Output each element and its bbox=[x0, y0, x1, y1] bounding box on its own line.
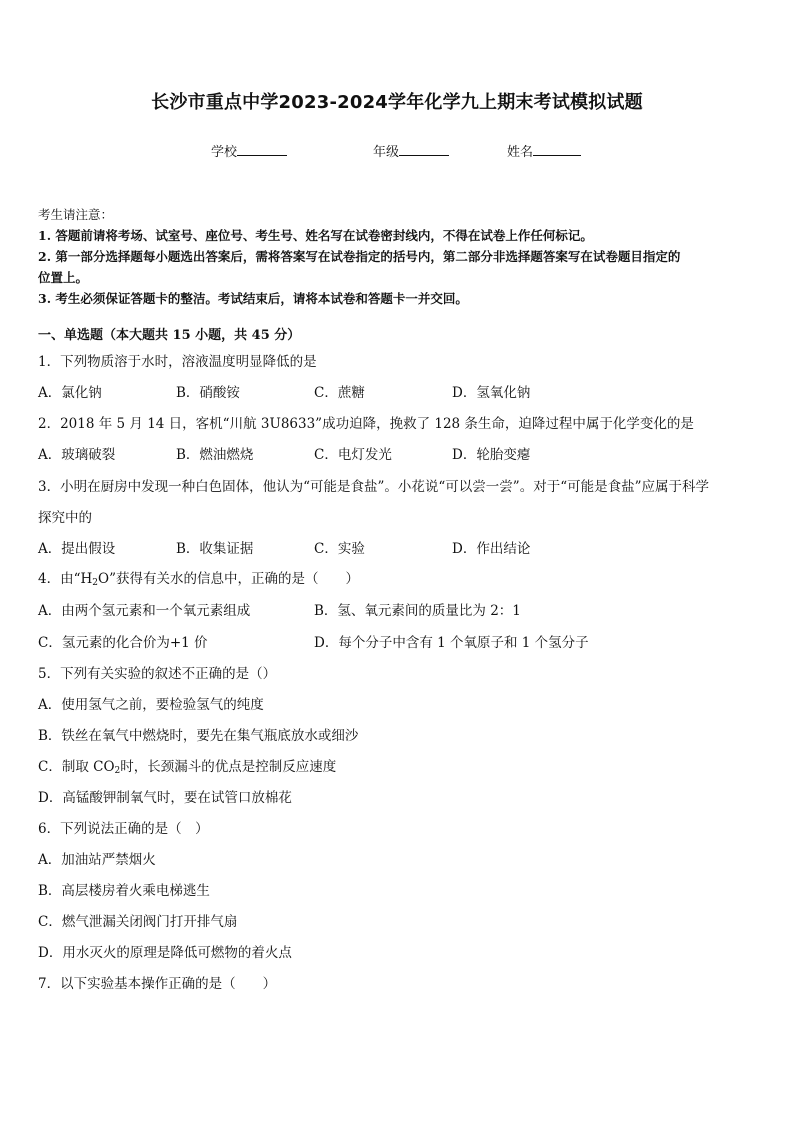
notice-item-3-text: 考生必须保证答题卡的整洁。考试结束后，请将本试卷和答题卡一并交回。 bbox=[55, 291, 468, 306]
question-5-option-d[interactable]: D．高锰酸钾制氧气时，要在试管口放棉花 bbox=[38, 790, 292, 806]
name-blank[interactable] bbox=[533, 141, 581, 156]
question-6-option-b[interactable]: B．高层楼房着火乘电梯逃生 bbox=[38, 883, 210, 899]
question-4-option-d[interactable]: D．每个分子中含有 1 个氧原子和 1 个氢分子 bbox=[314, 635, 589, 651]
question-6-option-c[interactable]: C．燃气泄漏关闭阀门打开排气扇 bbox=[38, 914, 238, 930]
question-4-option-b[interactable]: B．氢、氧元素间的质量比为 2：1 bbox=[314, 603, 521, 619]
grade-field bbox=[373, 141, 449, 160]
exam-title: 长沙市重点中学2023-2024学年化学九上期末考试模拟试题 bbox=[151, 92, 643, 113]
school-field bbox=[211, 141, 287, 160]
question-4-stem-part2: O”获得有关水的信息中，正确的是（ ） bbox=[98, 571, 359, 587]
question-1-option-a[interactable]: A．氯化钠 bbox=[38, 385, 102, 401]
section-heading: 一、单选题（本大题共 15 小题，共 45 分） bbox=[38, 328, 301, 343]
question-5-option-c-subscript: 2 bbox=[114, 766, 121, 776]
notice-item-2-continued: 位置上。 bbox=[38, 270, 89, 285]
question-5-option-c-part1: C．制取 CO bbox=[38, 759, 115, 775]
question-2-option-a[interactable]: A．玻璃破裂 bbox=[38, 447, 116, 463]
question-4-option-c[interactable]: C．氢元素的化合价为+1 价 bbox=[38, 635, 208, 651]
question-6-stem: 6．下列说法正确的是（ ） bbox=[38, 821, 209, 837]
question-1-option-c[interactable]: C．蔗糖 bbox=[314, 385, 365, 401]
grade-label: 年级 bbox=[373, 145, 400, 160]
question-7-stem: 7．以下实验基本操作正确的是（ ） bbox=[38, 976, 277, 992]
notice-item-1-number: 1. bbox=[38, 228, 56, 243]
question-2-option-c[interactable]: C．电灯发光 bbox=[314, 447, 392, 463]
notice-item-1-text: 答题前请将考场、试室号、座位号、考生号、姓名写在试卷密封线内，不得在试卷上作任何标记。 bbox=[55, 228, 593, 243]
notice-item-2-text: 第一部分选择题每小题选出答案后，需将答案写在试卷指定的括号内，第二部分非选择题答案写在试卷题目指定的 bbox=[55, 249, 681, 264]
question-6-option-d[interactable]: D．用水灭火的原理是降低可燃物的着火点 bbox=[38, 945, 292, 961]
question-3-option-d[interactable]: D．作出结论 bbox=[452, 541, 531, 557]
question-5-option-a[interactable]: A．使用氢气之前，要检验氢气的纯度 bbox=[38, 697, 264, 713]
question-6-option-a[interactable]: A．加油站严禁烟火 bbox=[38, 852, 156, 868]
question-3-option-b[interactable]: B．收集证据 bbox=[176, 541, 254, 557]
notice-heading: 考生请注意： bbox=[38, 207, 114, 222]
question-3-stem-continued: 探究中的 bbox=[38, 510, 92, 526]
question-2-option-b[interactable]: B．燃油燃烧 bbox=[176, 447, 254, 463]
school-label: 学校 bbox=[211, 145, 238, 160]
question-5-option-c-part2: 时，长颈漏斗的优点是控制反应速度 bbox=[120, 759, 337, 775]
question-4-stem-part1: 4．由“H bbox=[38, 571, 93, 587]
question-5-option-c[interactable] bbox=[38, 756, 336, 778]
student-info-row bbox=[0, 141, 794, 161]
question-3-option-a[interactable]: A．提出假设 bbox=[38, 541, 116, 557]
question-2-stem: 2．2018 年 5 月 14 日，客机“川航 3U8633”成功迫降，挽救了 128 条生命，迫降过程中属于化学变化的是 bbox=[38, 416, 694, 432]
question-3-option-c[interactable]: C．实验 bbox=[314, 541, 365, 557]
question-1-option-b[interactable]: B．硝酸铵 bbox=[176, 385, 240, 401]
grade-blank[interactable] bbox=[399, 141, 449, 156]
question-1-option-d[interactable]: D．氢氧化钠 bbox=[452, 385, 531, 401]
name-field bbox=[507, 141, 581, 160]
school-blank[interactable] bbox=[237, 141, 287, 156]
notice-item-2-number: 2. bbox=[38, 249, 56, 264]
name-label: 姓名 bbox=[507, 145, 534, 160]
question-5-stem: 5．下列有关实验的叙述不正确的是（） bbox=[38, 666, 277, 682]
question-3-stem: 3．小明在厨房中发现一种白色固体，他认为“可能是食盐”。小花说“可以尝一尝”。对于“可能是食盐”应属于科学 bbox=[38, 479, 709, 495]
notice-item-3-number: 3. bbox=[38, 291, 56, 306]
notice-item-1 bbox=[38, 225, 760, 246]
notice-item-2 bbox=[38, 246, 760, 267]
question-4-stem bbox=[38, 568, 359, 590]
question-1-stem: 1．下列物质溶于水时，溶液温度明显降低的是 bbox=[38, 354, 317, 370]
question-4-subscript: 2 bbox=[92, 578, 98, 588]
notice-item-3 bbox=[38, 288, 760, 309]
question-5-option-b[interactable]: B．铁丝在氧气中燃烧时，要先在集气瓶底放水或细沙 bbox=[38, 728, 359, 744]
question-2-option-d[interactable]: D．轮胎变瘪 bbox=[452, 447, 531, 463]
exam-notice bbox=[38, 204, 760, 309]
question-4-option-a[interactable]: A．由两个氢元素和一个氧元素组成 bbox=[38, 603, 251, 619]
